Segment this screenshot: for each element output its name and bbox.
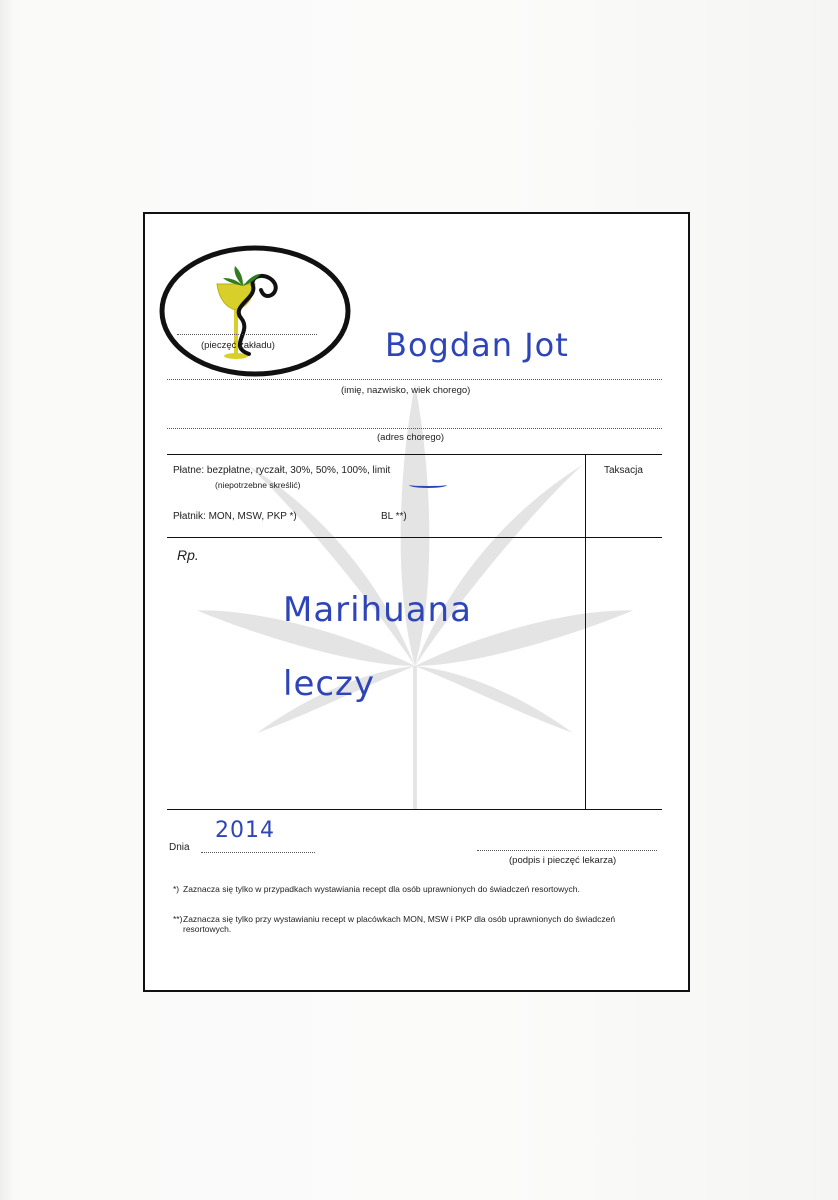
footnote-2-text: Zaznacza się tylko przy wystawianiu recept w placówkach MON, MSW i PKP dla osób uprawnionych do świadczeń resortowych.: [183, 914, 616, 934]
payment-options: Płatne: bezpłatne, ryczałt, 30%, 50%, 100%, limit: [173, 465, 391, 476]
signature-caption: (podpis i pieczęć lekarza): [509, 855, 617, 866]
table-top-rule: [167, 454, 662, 455]
footnote-2-mark: **): [173, 914, 183, 924]
selected-100-percent-mark: [409, 482, 447, 488]
footnote-2: [173, 914, 663, 934]
seal-dotted-line: [177, 334, 317, 335]
prescription-line-2: leczy: [283, 664, 376, 704]
footnote-1-text: Zaznacza się tylko w przypadkach wystawiania recept dla osób uprawnionych do świadczeń resortowych.: [183, 884, 580, 894]
payment-note: (niepotrzebne skreślić): [215, 480, 301, 490]
date-label: Dnia: [169, 842, 190, 853]
patient-address-line: [167, 428, 662, 429]
date-value: 2014: [215, 818, 275, 843]
payment-section-rule: [167, 537, 662, 538]
footnote-1-mark: *): [173, 884, 180, 894]
rp-label: Rp.: [177, 547, 199, 563]
patient-name-line: [167, 379, 662, 380]
patient-name: Bogdan Jot: [385, 326, 569, 364]
prescription-line-1: Marihuana: [283, 590, 472, 630]
institution-seal: [157, 242, 353, 380]
date-dotted-line: [201, 852, 315, 853]
prescription-bottom-rule: [167, 809, 662, 810]
signature-dotted-line: [477, 850, 657, 851]
prescription-form: [143, 212, 690, 992]
patient-name-caption: (imię, nazwisko, wiek chorego): [341, 385, 471, 396]
taxation-column-rule: [585, 454, 586, 809]
payer-options: Płatnik: MON, MSW, PKP *): [173, 511, 297, 522]
seal-caption: (pieczęć zakładu): [201, 340, 275, 351]
patient-address-caption: (adres chorego): [377, 432, 445, 443]
footnote-1: [173, 884, 663, 894]
taxation-label: Taksacja: [604, 465, 643, 476]
bl-field: BL **): [381, 511, 407, 522]
